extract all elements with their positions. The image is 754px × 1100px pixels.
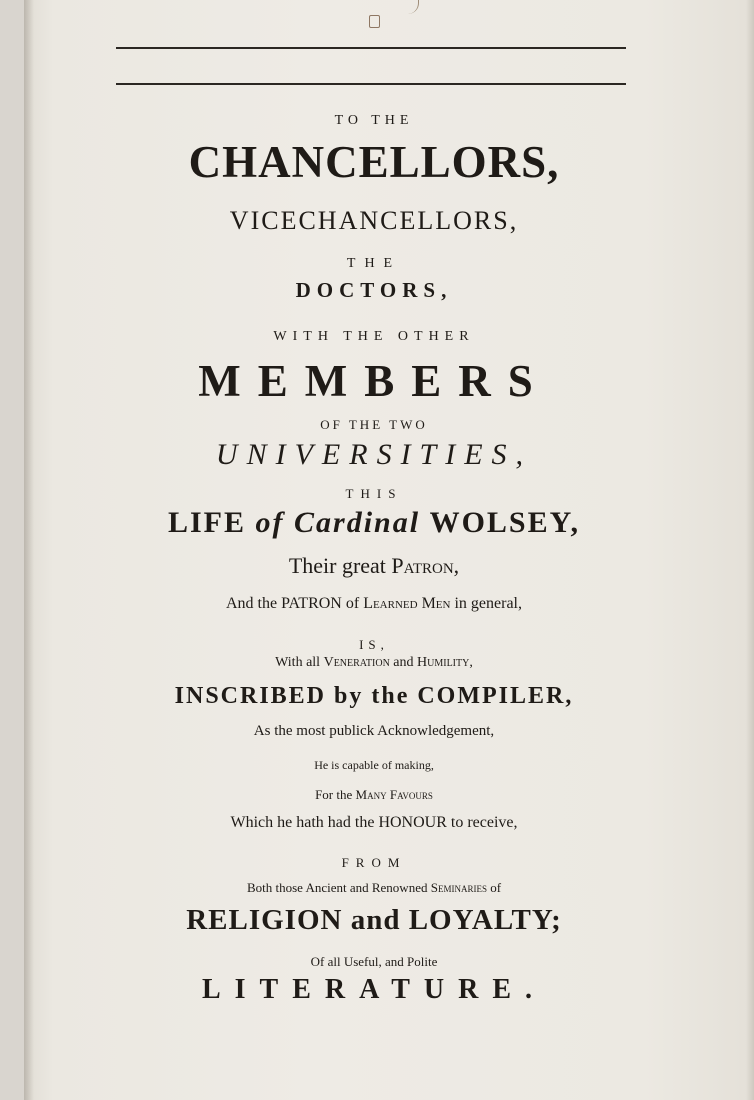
dedication-this: THIS <box>345 486 403 501</box>
for-the-text: For the <box>315 787 356 802</box>
ink-mark <box>369 15 380 28</box>
dedication-members: MEMBERS <box>198 356 550 406</box>
dedication-of-the-two: OF THE TWO <box>320 417 428 432</box>
dedication-favours <box>24 788 724 801</box>
and-the-text: And the <box>225 595 282 612</box>
their-great-text: Their great <box>288 553 392 578</box>
ink-mark <box>408 0 419 14</box>
honour-text: HONOUR <box>378 814 447 831</box>
dedication-doctors: DOCTORS, <box>295 278 453 302</box>
dedication-religion-loyalty: RELIGION and LOYALTY; <box>186 904 562 936</box>
dedication-to-the: TO THE <box>334 113 414 128</box>
of-word: of <box>255 506 285 539</box>
dedication-seminaries <box>24 881 724 894</box>
life-word: LIFE <box>167 506 256 539</box>
which-he-hath-text: Which he hath had the <box>230 814 379 831</box>
dedication-inscribed: INSCRIBED by the COMPILER, <box>174 683 574 709</box>
dedication-their-great-patron <box>24 555 724 577</box>
dedication-vicechancellors: VICECHANCELLORS, <box>229 206 519 235</box>
with-all-text: With all <box>275 655 324 670</box>
to-receive-text: to receive, <box>446 814 518 831</box>
dedication-is: IS, <box>359 637 389 652</box>
top-rule <box>116 47 626 49</box>
dedication-useful-polite: Of all Useful, and Polite <box>310 954 438 969</box>
dedication-honour <box>24 815 724 831</box>
of-text-2: of <box>486 880 502 895</box>
dedication-universities: UNIVERSITIES, <box>215 438 533 471</box>
dedication-with-the-other: WITH THE OTHER <box>273 329 475 344</box>
seminaries-text: Seminaries <box>430 880 487 895</box>
patron-text: Patron, <box>391 553 460 578</box>
book-page <box>24 0 754 1100</box>
dedication-from: FROM <box>341 855 407 870</box>
dedication-life-of-wolsey <box>24 508 724 538</box>
humility-text: Humility, <box>417 655 473 670</box>
veneration-text: Veneration <box>323 655 390 670</box>
dedication-the: THE <box>346 256 402 271</box>
dedication-veneration-humility <box>24 656 724 670</box>
patron-caps-text: PATRON <box>281 595 342 612</box>
dedication-capable: He is capable of making, <box>314 758 434 772</box>
and-text: and <box>389 655 418 670</box>
dedication-patron-of-learned-men <box>24 596 724 612</box>
cardinal-word: Cardinal <box>284 506 430 539</box>
wolsey-word: WOLSEY, <box>429 506 581 539</box>
of-text: of <box>341 595 364 612</box>
dedication-literature: LITERATURE. <box>201 974 547 1005</box>
dedication-chancellors: CHANCELLORS, <box>188 137 560 187</box>
second-rule <box>116 83 626 85</box>
both-those-text: Both those Ancient and Renowned <box>246 880 431 895</box>
learned-men-text: Learned Men <box>363 595 451 612</box>
dedication-acknowledgement: As the most publick Acknowledgement, <box>253 723 495 739</box>
in-general-text: in general, <box>450 595 522 612</box>
many-favours-text: Many Favours <box>355 787 433 802</box>
